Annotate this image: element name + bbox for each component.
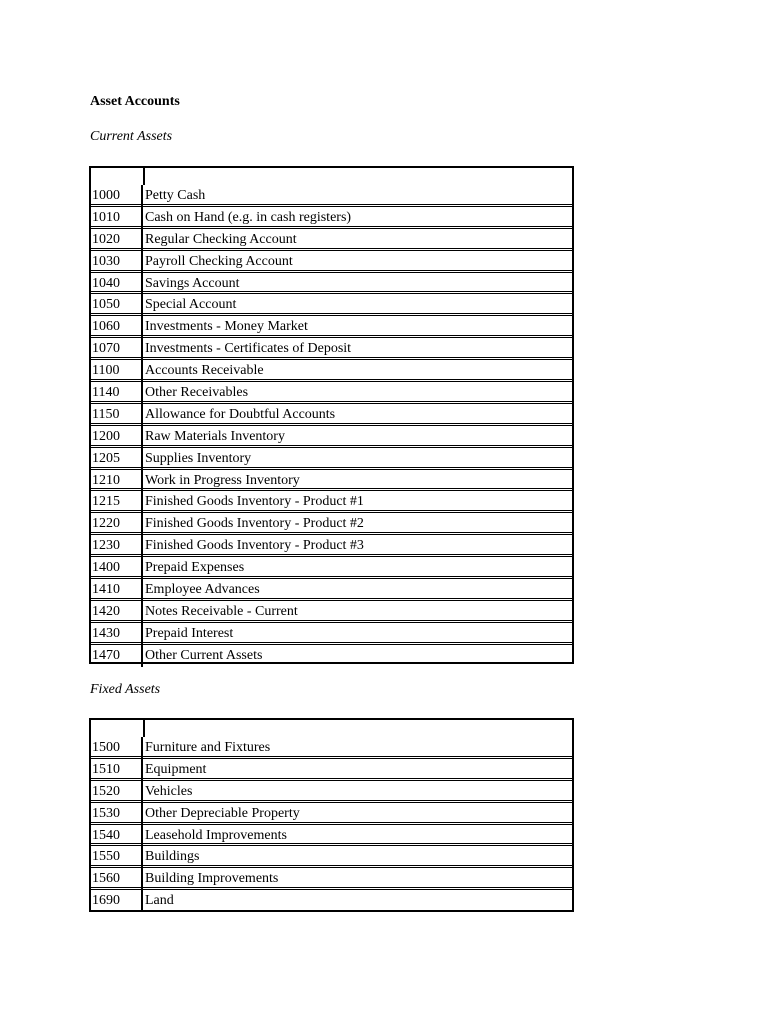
table-row [91,623,572,645]
table-row [91,273,572,295]
account-number: 1530 [91,803,143,824]
table-row [91,759,572,781]
account-name: Petty Cash [145,188,206,203]
account-number: 1060 [91,316,143,337]
account-name: Regular Checking Account [145,231,297,247]
table-row [91,535,572,557]
account-name: Investments - Money Market [145,319,308,335]
table-header-spacer [91,168,572,185]
account-number: 1230 [91,535,143,556]
account-number: 1540 [91,825,143,846]
account-number: 1205 [91,448,143,469]
account-number: 1020 [91,229,143,250]
account-name: Prepaid Expenses [145,560,245,576]
account-number: 1510 [91,759,143,780]
table-row [91,579,572,601]
table-row [91,868,572,890]
account-name: Equipment [145,761,207,777]
table-row [91,404,572,426]
account-number: 1100 [91,360,143,381]
table-row [91,737,572,759]
table-row [91,426,572,448]
account-name: Other Depreciable Property [145,805,300,821]
account-number: 1140 [91,382,143,403]
page-title: Asset Accounts [90,94,180,109]
account-number: 1470 [91,645,143,667]
account-name: Vehicles [145,783,193,799]
table-row [91,251,572,273]
table-row [91,338,572,360]
account-name: Raw Materials Inventory [145,428,285,444]
table-row [91,448,572,470]
table-row [91,207,572,229]
account-name: Furniture and Fixtures [145,740,271,755]
table-row [91,781,572,803]
account-number: 1500 [91,737,143,758]
account-number: 1560 [91,868,143,889]
account-name: Savings Account [145,275,240,291]
account-name: Investments - Certificates of Deposit [145,341,352,357]
table-row [91,890,572,912]
account-number: 1210 [91,470,143,491]
account-name: Work in Progress Inventory [145,472,300,488]
table-row [91,601,572,623]
account-number: 1220 [91,513,143,534]
account-name: Prepaid Interest [145,625,234,641]
account-name: Finished Goods Inventory - Product #2 [145,516,364,532]
table-row [91,382,572,404]
section-heading-fixed-assets: Fixed Assets [90,682,161,697]
table-row [91,645,572,667]
account-number: 1000 [91,185,143,206]
account-number: 1410 [91,579,143,600]
table-row [91,513,572,535]
table-row [91,316,572,338]
account-name: Supplies Inventory [145,450,252,466]
account-number: 1070 [91,338,143,359]
account-number: 1150 [91,404,143,425]
account-number: 1040 [91,273,143,294]
account-name: Allowance for Doubtful Accounts [145,406,336,422]
account-name: Notes Receivable - Current [145,603,298,619]
account-number: 1690 [91,890,143,912]
account-name: Accounts Receivable [145,363,264,379]
account-name: Building Improvements [145,871,279,887]
current-assets-table [89,166,574,664]
account-name: Payroll Checking Account [145,253,293,269]
table-row [91,557,572,579]
account-name: Employee Advances [145,582,260,598]
account-number: 1430 [91,623,143,644]
table-header-spacer [91,720,572,737]
table-row [91,185,572,207]
table-row [91,846,572,868]
table-row [91,294,572,316]
account-name: Cash on Hand (e.g. in cash registers) [145,209,352,225]
account-number: 1520 [91,781,143,802]
account-name: Finished Goods Inventory - Product #3 [145,538,364,554]
account-number: 1215 [91,491,143,512]
section-heading-current-assets: Current Assets [90,129,173,144]
account-number: 1400 [91,557,143,578]
account-name: Finished Goods Inventory - Product #1 [145,494,364,510]
table-row [91,229,572,251]
account-number: 1010 [91,207,143,228]
account-name: Leasehold Improvements [145,827,287,843]
fixed-assets-table [89,718,574,912]
account-number: 1200 [91,426,143,447]
table-row [91,491,572,513]
table-row [91,825,572,847]
account-name: Land [145,893,174,909]
account-name: Special Account [145,297,237,313]
account-name: Buildings [145,849,200,865]
account-number: 1420 [91,601,143,622]
account-number: 1050 [91,294,143,315]
account-name: Other Current Assets [145,647,263,663]
account-number: 1030 [91,251,143,272]
table-row [91,360,572,382]
account-number: 1550 [91,846,143,867]
table-row [91,470,572,492]
table-row [91,803,572,825]
account-name: Other Receivables [145,385,249,401]
